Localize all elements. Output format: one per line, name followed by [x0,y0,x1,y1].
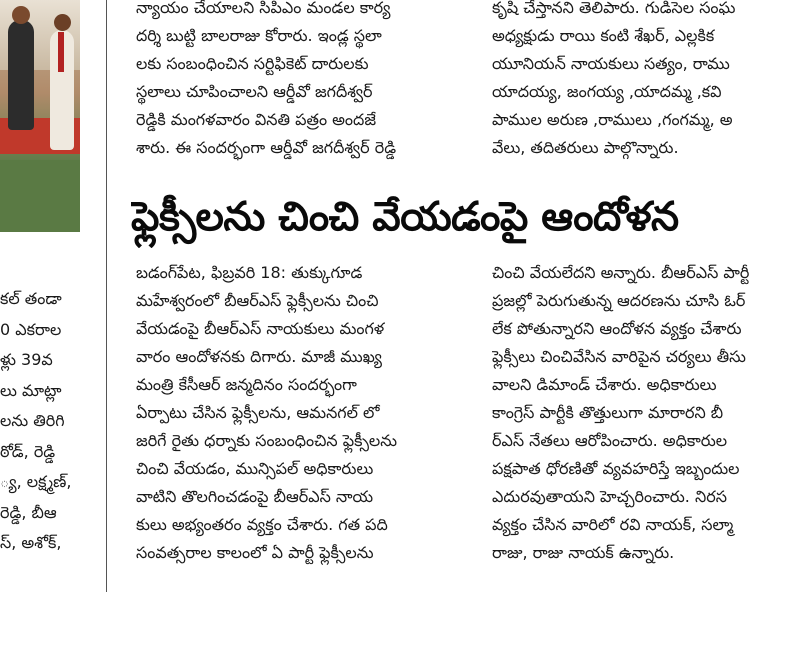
text-line: కాంగ్రెస్ పార్టీకి తొత్తులుగా మారారని బీ [492,403,724,422]
column-divider [106,0,107,592]
text-line: వ్యక్తం చేసిన వారిలో రవి నాయక్, సల్మా [492,515,734,534]
person-right-head [54,14,71,31]
text-line: రెడ్డికి మంగళవారం వినతి పత్రం అందజే [136,110,377,129]
text-line: ్య, లక్ష్మణ్, [0,472,72,491]
top-article-column-1 [136,0,468,162]
text-line: 0 ఎకరాల [0,319,62,339]
text-line: చించి వేయడం, మున్సిపల్ అధికారులు [136,459,374,478]
text-line: సంవత్సరాల కాలంలో ఏ పార్టీ ఫ్లెక్సీలను [136,543,374,562]
text-line: రాజు, రాజు నాయక్ ఉన్నారు. [492,543,675,562]
text-line: కులు అభ్యంతరం వ్యక్తం చేశారు. గత పది [136,515,388,534]
text-line: ఎదురవుతాయని హెచ్చరించారు. నిరస [492,487,727,506]
main-article-column-2 [492,259,800,567]
text-line: న్యాయం చేయాలని సిపిఎం మండల కార్య [136,0,391,17]
news-photo [0,0,80,232]
text-line: స్, అశోక్, [0,533,62,552]
text-line: చించి వేయలేదని అన్నారు. బీఆర్ఎస్ పార్టీ [492,263,750,282]
text-line: శారు. ఈ సందర్భంగా ఆర్డీవో జగదీశ్వర్ రెడ్డి [136,138,397,157]
text-line: మంత్రి కేసీఆర్ జన్మదినం సందర్భంగా [136,375,357,394]
text-line: వేయడంపై బీఆర్ఎస్ నాయకులు మంగళ [136,319,385,338]
text-line: లేక పోతున్నారని ఆందోళన వ్యక్తం చేశారు [492,319,742,338]
text-line: ప్రజల్లో పెరుగుతున్న ఆదరణను చూసి ఓర్ [492,291,746,310]
text-line: కల్ తండా [0,289,62,308]
person-left [8,20,34,130]
text-line: దర్శి బుట్టి బాలరాజు కోరారు. ఇండ్ల స్థలా [136,26,382,45]
text-line: యూనియన్ నాయకులు సత్యం, రాము [492,54,730,73]
left-column-text [0,284,88,559]
text-line: యాదయ్య, జంగయ్య ,యాదమ్మ ,కవి [492,82,722,101]
text-line: రెడ్డి, బీఆ [0,502,57,522]
text-line: కృషి చేస్తానని తెలిపారు. గుడిసెల సంఘ [492,0,736,17]
text-line: స్థలాలు చూపించాలని ఆర్డీవో జగదీశ్వర్ [136,82,373,101]
text-line: జరిగే రైతు ధర్నాకు సంబంధించిన ఫ్లెక్సీలను [136,431,398,450]
person-left-head [12,6,30,24]
text-line: ర్ఎస్ నేతలు ఆరోపించారు. అధికారుల [492,431,728,450]
text-line: ఫ్లెక్సీలు చించివేసిన వారిపైన చర్యలు తీసు [492,347,746,366]
text-line: లు మాట్లా [0,380,62,400]
text-line: మహేశ్వరంలో బీఆర్ఎస్ ఫ్లెక్సీలను చించి [136,291,379,310]
text-line: వాటిని తొలగించడంపై బీఆర్ఎస్ నాయ [136,487,374,506]
text-line: వాలని డిమాండ్ చేశారు. అధికారులు [492,375,717,394]
text-line: పక్షపాత ధోరణితో వ్యవహరిస్తే ఇబ్బందుల [492,459,740,478]
article-headline: ఫ్లెక్సీలను చించి వేయడంపై ఆందోళన [131,193,679,240]
red-scarf [58,32,64,72]
text-line: లను తిరిగి [0,411,65,430]
text-line: ఠోడ్, రెడ్డి [0,441,56,461]
text-line: పాముల అరుణ ,రాములు ,గంగమ్మ, అ [492,110,733,129]
text-line: వారం ఆందోళనకు దిగారు. మాజీ ముఖ్య [136,347,382,366]
text-line: బడంగ్‌పేట, ఫిబ్రవరి 18: తుక్కుగూడ [136,263,363,282]
text-line: ఏర్పాటు చేసిన ఫ్లెక్సీలను, ఆమనగల్ లో [136,403,380,422]
text-line: వేలు, తదితరులు పాల్గొన్నారు. [492,138,679,157]
top-article-column-2 [492,0,800,162]
text-line: అధ్యక్షుడు రాయి కంటి శేఖర్, ఎల్లకిక [492,26,715,45]
main-article-column-1 [136,259,468,567]
grass-ground [0,160,80,232]
text-line: లకు సంబంధించిన సర్టిఫికెట్ దారులకు [136,54,369,73]
text-line: ళ్లు 39వ [0,350,53,369]
